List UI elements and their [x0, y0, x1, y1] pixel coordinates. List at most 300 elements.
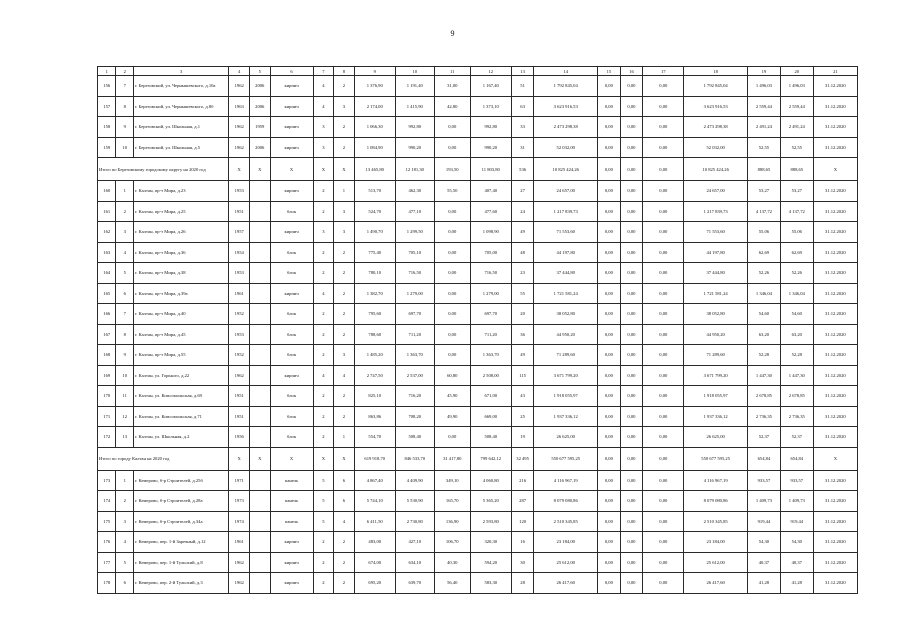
address-cell: г. Калтан, ул. Комсомольская, д.69	[133, 386, 229, 407]
table-cell: 38 052,80	[534, 304, 598, 325]
table-cell: 0,00	[598, 470, 621, 491]
table-cell: 0,00	[643, 573, 684, 594]
table-cell: 1 217 839,73	[684, 201, 748, 222]
table-cell: 4	[313, 76, 334, 97]
column-number-cell: 3	[133, 67, 229, 76]
subtotal-cell: X	[813, 158, 857, 181]
table-cell: 1951	[229, 406, 250, 427]
table-cell: 0,00	[643, 406, 684, 427]
table-cell: 669,00	[470, 406, 511, 427]
table-cell: 1 217 839,73	[534, 201, 598, 222]
table-cell: 0,00	[643, 532, 684, 553]
table-cell: 26 417,60	[684, 573, 748, 594]
table-cell: 23 184,00	[684, 532, 748, 553]
table-cell: 171	[98, 406, 116, 427]
table-cell: 172	[98, 427, 116, 448]
table-cell: 0,00	[643, 117, 684, 138]
table-cell: 1 447,30	[748, 365, 781, 386]
table-cell: 1959	[249, 117, 270, 138]
address-cell: г. Калтан, пр-т Мира, д.55	[133, 345, 229, 366]
table-cell	[249, 386, 270, 407]
subtotal-cell: 799 642,12	[470, 447, 511, 470]
table-row	[98, 345, 858, 366]
table-cell: 0,00	[434, 137, 470, 158]
address-cell: г. Калтан, ул. Комсомольская, д.71	[133, 406, 229, 427]
table-cell: 0,00	[598, 201, 621, 222]
table-cell: 8	[116, 96, 133, 117]
table-cell	[249, 242, 270, 263]
column-number-cell: 1	[98, 67, 116, 76]
table-cell: 28	[511, 573, 534, 594]
subtotal-cell: X	[249, 158, 270, 181]
table-cell: 175	[98, 511, 116, 532]
table-cell: 8	[116, 324, 133, 345]
subtotal-cell: X	[334, 158, 355, 181]
table-cell: 775,40	[354, 242, 395, 263]
table-cell: 2006	[249, 96, 270, 117]
table-cell: 2 491,24	[780, 117, 813, 138]
table-cell: 51	[511, 76, 534, 97]
table-cell: 16	[511, 532, 534, 553]
table-cell: 31.12.2020	[813, 263, 857, 284]
table-cell: 31.12.2020	[813, 137, 857, 158]
table-cell: 5	[116, 263, 133, 284]
column-number-cell: 10	[395, 67, 434, 76]
table-cell: 1 490,70	[354, 222, 395, 243]
table-cell: 24 657,00	[684, 181, 748, 202]
table-cell: 0,00	[620, 242, 643, 263]
table-row	[98, 386, 858, 407]
table-cell: 1 382,70	[354, 283, 395, 304]
table-cell: 1953	[229, 263, 250, 284]
table-cell: 6	[116, 283, 133, 304]
table-cell: 2 730,80	[395, 511, 434, 532]
table-cell: 2	[334, 532, 355, 553]
table-cell: 2 473 298,38	[534, 117, 598, 138]
table-cell: 513,70	[354, 181, 395, 202]
table-cell: блок	[270, 201, 313, 222]
table-cell: 4	[334, 511, 355, 532]
table-cell: 0,00	[643, 365, 684, 386]
table-cell: панель	[270, 491, 313, 512]
column-number-cell: 15	[598, 67, 621, 76]
table-row	[98, 532, 858, 553]
table-cell: 2	[313, 532, 334, 553]
table-cell: 2 593,80	[470, 511, 511, 532]
address-cell: г. Калтан, пр-т Мира, д.23	[133, 181, 229, 202]
subtotal-cell: X	[313, 447, 334, 470]
table-cell: 1	[116, 181, 133, 202]
table-row	[98, 573, 858, 594]
table-cell: 31	[511, 137, 534, 158]
table-cell: 697,70	[395, 304, 434, 325]
table-cell: 159	[98, 137, 116, 158]
table-cell: 178	[98, 573, 116, 594]
table-cell: 0,00	[434, 283, 470, 304]
table-cell: 48	[511, 242, 534, 263]
subtotal-cell: 0,00	[620, 158, 643, 181]
table-cell: 115	[511, 365, 534, 386]
table-cell: 160	[98, 181, 116, 202]
table-row	[98, 283, 858, 304]
column-number-cell: 9	[354, 67, 395, 76]
table-cell: 5	[313, 470, 334, 491]
address-cell: г. Кемерово, пер. 2-й Тульский, д.3	[133, 573, 229, 594]
table-cell: 52,28	[780, 345, 813, 366]
table-row	[98, 427, 858, 448]
table-cell: 508,40	[395, 427, 434, 448]
table-cell: 990,20	[470, 137, 511, 158]
table-cell: 0,00	[598, 386, 621, 407]
table-cell: 5	[313, 511, 334, 532]
table-cell: 6	[116, 573, 133, 594]
table-cell: кирпич	[270, 137, 313, 158]
table-cell: 4	[116, 532, 133, 553]
table-cell: 169	[98, 365, 116, 386]
table-cell: 163	[98, 242, 116, 263]
subtotal-cell: 10 825 424,26	[534, 158, 598, 181]
table-cell: 2 510 345,85	[534, 511, 598, 532]
table-cell: 40,37	[780, 552, 813, 573]
table-cell: 1 721 581,24	[534, 283, 598, 304]
table-cell: 63	[511, 96, 534, 117]
table-cell: 0,00	[620, 427, 643, 448]
table-cell: 1962	[229, 552, 250, 573]
table-cell: 2 678,85	[748, 386, 781, 407]
table-cell: 427,10	[395, 532, 434, 553]
table-row	[98, 201, 858, 222]
table-cell: 705,10	[395, 242, 434, 263]
address-cell: г. Калтан, пр-т Мира, д.45	[133, 324, 229, 345]
table-cell: 2006	[249, 137, 270, 158]
table-cell: 0,00	[620, 552, 643, 573]
table-cell: 25 612,00	[534, 552, 598, 573]
table-cell: 992,80	[470, 117, 511, 138]
table-cell: 158	[98, 117, 116, 138]
table-cell: 168	[98, 345, 116, 366]
table-cell: 0,00	[620, 532, 643, 553]
table-cell: 2	[334, 324, 355, 345]
subtotal-cell: 654,84	[748, 447, 781, 470]
column-number-cell: 8	[334, 67, 355, 76]
table-cell: 31.12.2020	[813, 324, 857, 345]
table-cell: 166	[98, 304, 116, 325]
column-number-cell: 20	[780, 67, 813, 76]
table-cell: 0,00	[598, 427, 621, 448]
table-cell: 173	[98, 470, 116, 491]
table-cell: 0,00	[620, 386, 643, 407]
table-cell: 2	[116, 201, 133, 222]
table-cell: 508,40	[470, 427, 511, 448]
table-cell: 825,10	[354, 386, 395, 407]
table-cell: 9	[116, 117, 133, 138]
table-cell: 705,00	[470, 242, 511, 263]
table-cell: 1963	[229, 96, 250, 117]
table-cell: 1 191,40	[395, 76, 434, 97]
table-cell: 2	[313, 386, 334, 407]
table-cell: 483,00	[354, 532, 395, 553]
table-cell: 0,00	[434, 242, 470, 263]
table-cell: 170	[98, 386, 116, 407]
table-cell: 863,86	[354, 406, 395, 427]
table-cell: 0,00	[620, 96, 643, 117]
table-cell: 1962	[229, 76, 250, 97]
table-cell: 1971	[229, 470, 250, 491]
table-cell: 2	[313, 304, 334, 325]
table-cell: 1961	[229, 532, 250, 553]
table-cell: 1 363,70	[470, 345, 511, 366]
table-cell: 3 623 916,53	[534, 96, 598, 117]
table-cell: 31.12.2020	[813, 181, 857, 202]
table-cell: 1 485,20	[354, 345, 395, 366]
table-cell: 2	[334, 283, 355, 304]
table-cell: 1 346,04	[780, 283, 813, 304]
table-cell: 1951	[229, 201, 250, 222]
address-cell: г. Кемерово, пер. 1-й Заречный, д.12	[133, 532, 229, 553]
table-cell: 1 918 055,97	[684, 386, 748, 407]
subtotal-cell: X	[249, 447, 270, 470]
table-row	[98, 552, 858, 573]
table-cell: 1973	[229, 491, 250, 512]
table-cell: 1 937 336,12	[684, 406, 748, 427]
table-cell: 933,57	[780, 470, 813, 491]
table-cell: 41,28	[748, 573, 781, 594]
table-cell: 788,60	[354, 324, 395, 345]
column-number-cell: 11	[434, 67, 470, 76]
table-cell: 5 530,90	[395, 491, 434, 512]
subtotal-cell: 654,84	[780, 447, 813, 470]
table-cell: 3	[313, 137, 334, 158]
table-cell: 711,20	[470, 324, 511, 345]
table-cell: 1 084,90	[354, 137, 395, 158]
table-cell: 0,00	[620, 304, 643, 325]
table-cell: 1956	[229, 427, 250, 448]
table-cell: 4 116 967,19	[534, 470, 598, 491]
table-cell: 5	[116, 552, 133, 573]
table-cell: 0,00	[643, 263, 684, 284]
table-cell: 54,60	[748, 304, 781, 325]
subtotal-cell: 11 803,80	[470, 158, 511, 181]
column-number-cell: 7	[313, 67, 334, 76]
table-cell	[249, 573, 270, 594]
table-cell: 0,00	[643, 201, 684, 222]
table-cell: 2006	[249, 76, 270, 97]
table-cell: 62,69	[748, 242, 781, 263]
table-cell: 4	[313, 96, 334, 117]
table-cell: 2 508,00	[470, 365, 511, 386]
address-cell: г. Калтан, ул. Горького, д.22	[133, 365, 229, 386]
address-cell: г. Кемерово, б-р Строителей, д.28а	[133, 491, 229, 512]
table-cell: 477,60	[470, 201, 511, 222]
table-cell: 31.12.2020	[813, 201, 857, 222]
table-cell: 71 289,60	[534, 345, 598, 366]
table-cell: 2	[334, 406, 355, 427]
address-cell: г. Калтан, пр-т Мира, д.39а	[133, 283, 229, 304]
subtotal-cell: X	[334, 447, 355, 470]
subtotal-cell: 32 495	[511, 447, 534, 470]
subtotal-cell: 0,00	[598, 158, 621, 181]
table-cell: 594,20	[470, 552, 511, 573]
table-row	[98, 137, 858, 158]
table-cell: 167	[98, 324, 116, 345]
table-cell: блок	[270, 406, 313, 427]
table-cell: 49	[511, 222, 534, 243]
table-cell: 49	[511, 345, 534, 366]
table-cell: 27	[511, 181, 534, 202]
table-cell: 161	[98, 201, 116, 222]
table-cell: 216	[511, 470, 534, 491]
table-cell: 164	[98, 263, 116, 284]
table-cell: 10	[116, 365, 133, 386]
table-cell: 992,80	[395, 117, 434, 138]
table-cell: 25 612,00	[684, 552, 748, 573]
address-cell: г. Кемерово, б-р Строителей, д.34а	[133, 511, 229, 532]
table-cell: 2	[334, 552, 355, 573]
table-cell: 716,20	[395, 386, 434, 407]
table-cell: 1 363,70	[395, 345, 434, 366]
column-number-cell: 21	[813, 67, 857, 76]
table-cell: 25	[511, 406, 534, 427]
table-cell: 52 032,00	[534, 137, 598, 158]
address-cell: г. Березовский, ул. Школьная, д.5	[133, 137, 229, 158]
table-cell: 0,00	[598, 96, 621, 117]
table-cell: 2	[313, 573, 334, 594]
table-cell: 320,30	[470, 532, 511, 553]
table-cell: 0,00	[434, 345, 470, 366]
table-cell: 43	[511, 386, 534, 407]
table-cell: 31.12.2020	[813, 76, 857, 97]
table-cell: 0,00	[620, 222, 643, 243]
table-cell	[249, 365, 270, 386]
table-cell: 5 365,20	[470, 491, 511, 512]
table-cell: 0,00	[434, 201, 470, 222]
table-cell: 42,80	[434, 96, 470, 117]
table-cell: 52,37	[780, 427, 813, 448]
table-cell: 1 415,90	[395, 96, 434, 117]
table-cell: блок	[270, 263, 313, 284]
table-cell: 31.12.2020	[813, 242, 857, 263]
table-cell: панель	[270, 511, 313, 532]
table-cell: 0,00	[620, 324, 643, 345]
table-cell: 4	[313, 283, 334, 304]
table-cell: 0,00	[643, 324, 684, 345]
table-cell: 287	[511, 491, 534, 512]
table-cell: 1974	[229, 511, 250, 532]
table-cell: 20	[511, 304, 534, 325]
table-cell	[249, 304, 270, 325]
table-cell: 52 032,00	[684, 137, 748, 158]
table-row	[98, 304, 858, 325]
column-number-cell: 16	[620, 67, 643, 76]
table-cell: 0,00	[643, 96, 684, 117]
table-cell: 2 473 298,38	[684, 117, 748, 138]
table-cell: 2	[313, 345, 334, 366]
table-row	[98, 491, 858, 512]
table-cell: кирпич	[270, 222, 313, 243]
table-cell: 2 559,44	[780, 96, 813, 117]
table-cell: 1 098,90	[470, 222, 511, 243]
table-cell: 795,60	[354, 304, 395, 325]
column-number-cell: 6	[270, 67, 313, 76]
table-cell: 780,10	[354, 263, 395, 284]
table-cell: 2 559,44	[748, 96, 781, 117]
subtotal-cell: 888,65	[780, 158, 813, 181]
table-cell: 1953	[229, 324, 250, 345]
subtotal-cell: X	[813, 447, 857, 470]
table-cell	[249, 427, 270, 448]
table-cell: 2	[334, 117, 355, 138]
table-cell: 0,00	[643, 137, 684, 158]
table-cell: 3	[116, 511, 133, 532]
table-cell: блок	[270, 242, 313, 263]
table-cell: 31.12.2020	[813, 491, 857, 512]
table-cell: 71 553,60	[684, 222, 748, 243]
table-cell: 136,90	[434, 511, 470, 532]
table-cell: 2	[313, 242, 334, 263]
table-cell: 37 444,80	[684, 263, 748, 284]
table-row	[98, 324, 858, 345]
table-cell: 2 747,50	[354, 365, 395, 386]
table-cell: 24	[511, 201, 534, 222]
table-cell: блок	[270, 427, 313, 448]
subtotal-cell: 846 533,70	[395, 447, 434, 470]
table-cell: 0,00	[643, 283, 684, 304]
table-cell: 8 079 080,86	[684, 491, 748, 512]
table-cell: 40,37	[748, 552, 781, 573]
table-cell: 2 537,00	[395, 365, 434, 386]
table-cell: 0,00	[598, 552, 621, 573]
table-cell: 31.12.2020	[813, 470, 857, 491]
table-cell: 120	[511, 511, 534, 532]
table-cell: 0,00	[620, 365, 643, 386]
table-cell: 1 167,40	[470, 76, 511, 97]
table-cell: 2 491,24	[748, 117, 781, 138]
address-cell: г. Березовский, ул. Чернышевского, д.8б	[133, 96, 229, 117]
table-cell: 0,00	[620, 345, 643, 366]
subtotal-cell: 550 677 595,25	[684, 447, 748, 470]
table-cell: 54,30	[748, 532, 781, 553]
table-cell: 0,00	[620, 283, 643, 304]
column-number-cell: 17	[643, 67, 684, 76]
address-cell: г. Калтан, пр-т Мира, д.25	[133, 201, 229, 222]
subtotal-cell: 31 417,80	[434, 447, 470, 470]
table-cell: 177	[98, 552, 116, 573]
table-cell: 5	[313, 491, 334, 512]
table-row	[98, 365, 858, 386]
table-cell: 1952	[229, 304, 250, 325]
address-cell: г. Калтан, ул. Школьная, д.2	[133, 427, 229, 448]
table-cell: 1 792 845,04	[684, 76, 748, 97]
table-cell: 8 079 080,86	[534, 491, 598, 512]
table-cell: 1962	[229, 117, 250, 138]
subtotal-cell: 193,50	[434, 158, 470, 181]
table-cell: 9	[116, 345, 133, 366]
table-cell: 0,00	[598, 76, 621, 97]
table-cell: 3	[334, 96, 355, 117]
table-cell: 708,20	[395, 406, 434, 427]
column-number-cell: 14	[534, 67, 598, 76]
subtotal-cell: 888,65	[748, 158, 781, 181]
subtotal-label: Итого по Березовскому городскому округу на 2020 год	[98, 158, 229, 181]
table-cell	[249, 324, 270, 345]
table-cell: 1 937 336,12	[534, 406, 598, 427]
table-cell: 54,30	[780, 532, 813, 553]
table-row	[98, 406, 858, 427]
table-cell: 174	[98, 491, 116, 512]
table-cell: 2	[313, 263, 334, 284]
table-cell: 0,00	[643, 242, 684, 263]
table-cell: 919,44	[780, 511, 813, 532]
